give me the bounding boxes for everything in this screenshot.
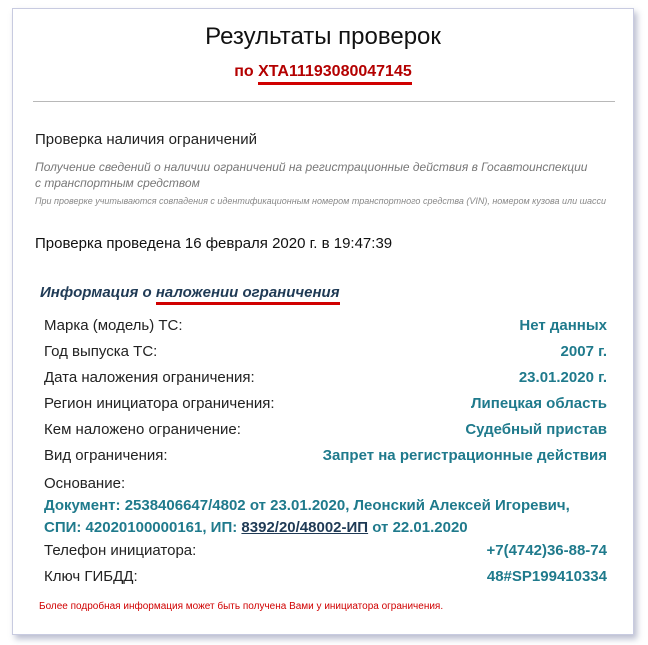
basis-ip-date: от 22.01.2020: [368, 519, 468, 536]
info-row-value: 2007 г.: [560, 343, 607, 360]
info-title-prefix: Информация о: [40, 284, 152, 301]
check-description: Получение сведений о наличии ограничений на регистрационные действия в Госавтоинспекции с транспортным средством: [35, 160, 588, 190]
info-title-underlined: наложении ограничения: [156, 284, 340, 305]
vin-prefix: по: [234, 63, 254, 80]
info-row: [44, 447, 607, 469]
vin-subtitle: [13, 63, 633, 85]
info-row-label: Кем наложено ограничение:: [44, 421, 241, 438]
basis-line-1: Документ: 2538406647/4802 от 23.01.2020, Леонский Алексей Игоревич,: [44, 497, 570, 514]
info-row-value: +7(4742)36-88-74: [486, 542, 607, 559]
page-title: Результаты проверок: [205, 23, 441, 50]
info-row-label: Ключ ГИБДД:: [44, 568, 138, 585]
info-row-value: Судебный пристав: [465, 421, 607, 438]
info-row: [44, 343, 607, 365]
ip-number-link[interactable]: 8392/20/48002-ИП: [241, 519, 369, 536]
info-row: [44, 421, 607, 443]
check-date: Проверка проведена 16 февраля 2020 г. в 19:47:39: [35, 235, 393, 252]
basis-spi: СПИ: 42020100000161, ИП:: [44, 519, 242, 536]
info-row: [44, 317, 607, 339]
divider: [33, 101, 615, 102]
basis-label: Основание:: [44, 475, 126, 492]
info-row-value: 48#SP199410334: [486, 568, 607, 585]
info-row-value: Запрет на регистрационные действия: [322, 447, 607, 464]
info-row-label: Регион инициатора ограничения:: [44, 395, 275, 412]
footer-note: Более подробная информация может быть получена Вами у инициатора ограничения.: [39, 601, 444, 612]
info-row-value: Нет данных: [519, 317, 607, 334]
info-row-label: Марка (модель) ТС:: [44, 317, 183, 334]
info-row-value: 23.01.2020 г.: [518, 369, 607, 386]
vin-number: XTA11193080047145: [258, 63, 412, 85]
info-row-value: Липецкая область: [471, 395, 607, 412]
info-row-label: Дата наложения ограничения:: [44, 369, 255, 386]
info-row: [44, 542, 607, 564]
info-row-label: Год выпуска ТС:: [44, 343, 158, 360]
info-row: [44, 568, 607, 590]
info-row-label: Вид ограничения:: [44, 447, 168, 464]
info-row-label: Телефон инициатора:: [44, 542, 197, 559]
info-row: [44, 369, 607, 391]
info-title: [40, 284, 340, 305]
results-card: [12, 8, 634, 635]
basis-line-2: [44, 517, 624, 539]
check-description-small: При проверке учитываются совпадения с идентификационным номером транспортного средства (VIN), номером кузова или шасси: [35, 196, 607, 206]
info-row: [44, 395, 607, 417]
basis-text: [44, 495, 624, 539]
section-title: Проверка наличия ограничений: [35, 131, 257, 148]
